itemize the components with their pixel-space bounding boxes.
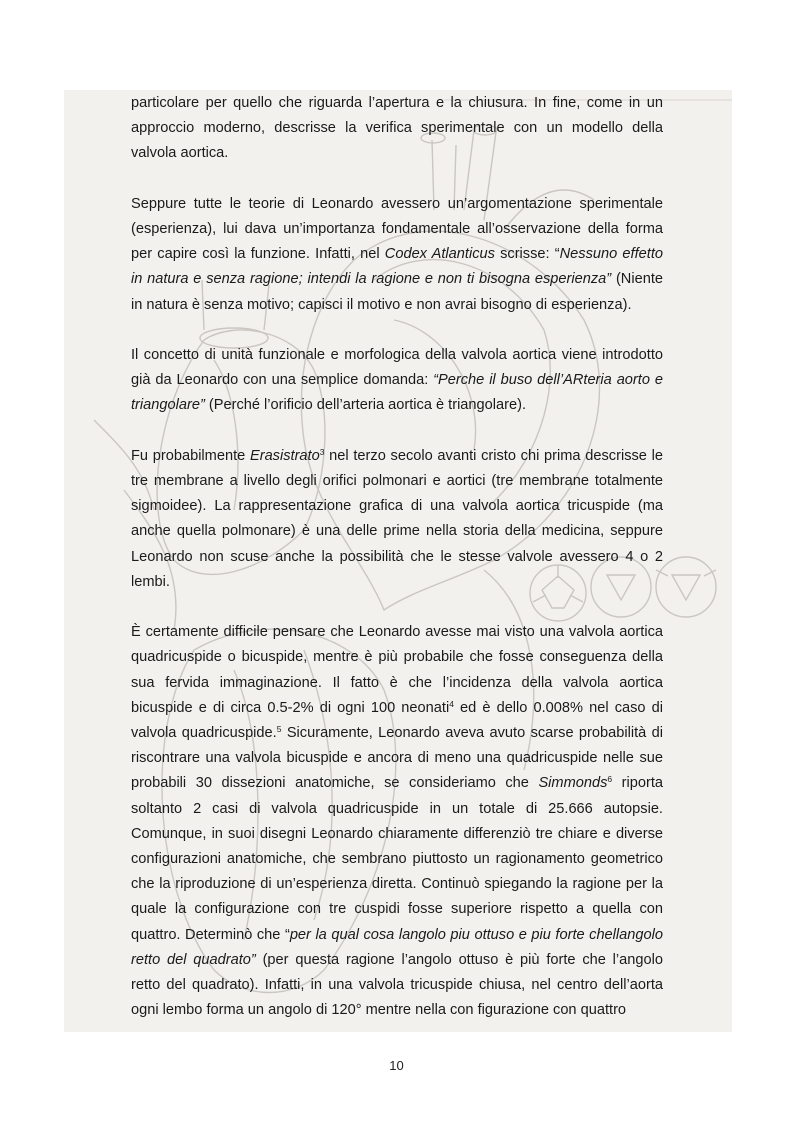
text-segment: Il concetto di unità funzionale e morfologica della valvola aortica viene introdotto [131, 347, 663, 363]
text-line [131, 721, 663, 746]
text-line [131, 645, 663, 670]
text-line [131, 872, 663, 897]
text-line [131, 343, 663, 368]
text-line [131, 267, 663, 292]
text-line [131, 998, 663, 1023]
text-line [131, 746, 663, 771]
text-segment: Sicuramente, Leonardo aveva avuto scarse probabilità di [281, 725, 663, 742]
text-line [131, 293, 663, 318]
footnote-ref: 5 [276, 724, 282, 735]
paragraph [131, 343, 663, 419]
text-line [131, 519, 663, 544]
paragraph [131, 444, 663, 595]
text-line [131, 696, 663, 721]
text-segment: che la riproduzione di un’esperienza diretta. Continuò spiegando la ragione per la [131, 876, 663, 893]
text-segment: in natura è senza motivo; capisci il motivo e non avrai bisogno di esperienza). [131, 296, 632, 313]
text-line [131, 973, 663, 998]
page-number: 10 [389, 1058, 404, 1073]
italic-text: Codex Atlanticus [384, 246, 495, 263]
text-segment: probabili 30 dissezioni anatomiche, se consideriamo che [131, 775, 539, 792]
text-segment: bicuspide e di circa 0.5-2% di ogni 100 neonati [131, 699, 450, 716]
footnote-ref: 3 [319, 446, 325, 457]
text-line [131, 116, 663, 141]
text-line [131, 545, 663, 570]
text-segment: valvola aortica. [131, 145, 229, 162]
italic-text: Nessuno effetto [559, 246, 663, 263]
text-segment: tre membrane a livello degli orifici polmonari e aortici (tre membrane totalmente [131, 473, 663, 489]
text-segment: (esperienza), lui dava un’importanza fondamentale all’osservazione della forma [131, 221, 663, 237]
text-segment: (Niente [611, 271, 663, 288]
text-segment: sigmoidee). La rappresentazione grafica di una valvola aortica tricuspide (ma [131, 498, 663, 515]
text-segment: particolare per quello che riguarda l’apertura e la chiusura. In fine, come in un [131, 95, 663, 111]
paragraph [131, 192, 663, 318]
text-segment: valvola quadricuspide. [131, 725, 277, 742]
text-line [131, 393, 663, 418]
paragraph [131, 620, 663, 1023]
text-segment: quattro. Determinò che “ [131, 926, 290, 943]
italic-text: per la qual cosa langolo piu ottuso e piu forte chellangolo [289, 926, 663, 943]
text-line [131, 923, 663, 948]
text-segment: anche quella polmonare) è una delle prime nella storia della medicina, seppure [131, 523, 663, 540]
text-segment: configurazioni anatomiche, che sembrano piuttosto un ragionamento geometrico [131, 851, 663, 868]
text-line [131, 494, 663, 519]
text-segment: quadricuspide o bicuspide, mentre è più probabile che fosse conseguenza della [131, 649, 663, 666]
text-line [131, 570, 663, 595]
paragraph [131, 91, 663, 167]
text-line [131, 368, 663, 393]
text-line [131, 620, 663, 645]
footnote-ref: 6 [607, 774, 613, 785]
text-segment: approccio moderno, descrisse la verifica sperimentale con un modello della [131, 120, 663, 137]
text-segment: (per questa ragione l’angolo ottuso è più forte che l’angolo [255, 951, 663, 968]
text-segment: (Perché l’orificio dell’arteria aortica è triangolare). [204, 397, 527, 414]
text-line [131, 897, 663, 922]
text-line [131, 242, 663, 267]
text-segment: Seppure tutte le teorie di Leonardo avessero un’argomentazione sperimentale [131, 195, 663, 212]
text-line [131, 847, 663, 872]
text-segment: riporta [612, 775, 664, 792]
text-segment: soltanto 2 casi di valvola quadricuspide in un totale di 25.666 autopsie. [131, 800, 663, 817]
text-segment: sua fervida immaginazione. Il fatto è che l’incidenza della valvola aortica [131, 674, 663, 691]
footnote-ref: 4 [449, 698, 454, 709]
text-line [131, 217, 663, 242]
text-segment: quale la configurazione con tre cuspidi fosse superiore rispetto a quella con [131, 901, 663, 918]
italic-text: in natura e senza ragione; intendi la ragione e non ti bisogna esperienza” [131, 271, 612, 288]
text-segment: riscontrare una valvola bicuspide e ancora di meno una quadricuspide nelle sue [131, 750, 663, 767]
italic-text: triangolare” [131, 397, 205, 414]
text-line [131, 822, 663, 847]
text-line [131, 91, 663, 116]
text-line [131, 671, 663, 696]
text-segment: È certamente difficile pensare che Leonardo avesse mai visto una valvola aortica [131, 624, 663, 641]
text-line [131, 192, 663, 217]
text-line [131, 141, 663, 166]
italic-text: retto del quadrato” [131, 951, 256, 968]
text-segment: Comunque, in suoi disegni Leonardo chiaramente differenziò tre chiare e diverse [131, 825, 663, 842]
text-segment: già da Leonardo con una semplice domanda: [131, 372, 434, 389]
italic-text: Erasistrato [249, 447, 320, 464]
italic-text: Simmonds [538, 775, 608, 792]
text-segment: scrisse: “ [494, 246, 560, 263]
text-line [131, 948, 663, 973]
text-segment: Leonardo non scuse anche la possibilità che le stesse valvole avessero 4 o 2 [131, 548, 663, 565]
text-line [131, 469, 663, 494]
text-segment: Fu probabilmente [131, 447, 250, 464]
body-text [131, 91, 663, 1023]
text-line [131, 797, 663, 822]
text-line [131, 771, 663, 796]
text-segment: ed è dello 0.008% nel caso di [453, 699, 663, 716]
text-segment: ogni lembo forma un angolo di 120° mentre nella con figurazione con quattro [131, 1002, 627, 1019]
text-segment: nel terzo secolo avanti cristo chi prima descrisse le [324, 447, 663, 464]
text-line [131, 444, 663, 469]
text-segment: retto del quadrato). Infatti, in una valvola tricuspide chiusa, nel centro dell’aorta [131, 977, 663, 994]
text-segment: per capire così la funzione. Infatti, nel [131, 246, 385, 263]
italic-text: “Perche il buso dell’ARteria aorto e [433, 372, 663, 389]
text-segment: lembi. [131, 573, 170, 590]
